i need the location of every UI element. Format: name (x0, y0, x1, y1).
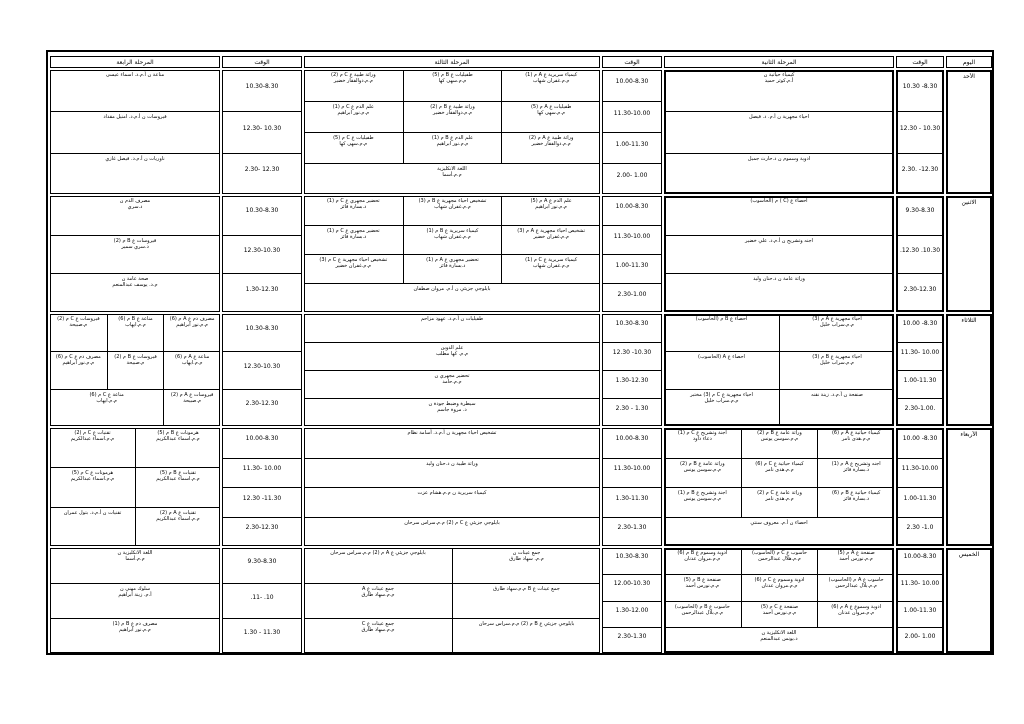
time-slot: 1.30 - 11.30 (222, 618, 302, 653)
time-slot: 9.30-8.30 (905, 207, 935, 215)
course-cell: مناعة ع B م (6) م.م.ايهاب (107, 314, 164, 351)
course-cell: وراثة عامة ع B م (2) م.م.سوسن يونس (664, 458, 741, 488)
time-slot: 2.30-1.00. (896, 398, 944, 426)
course-cell: احياء مجهرية ع A م (3) م.م.سراب خليل (779, 314, 894, 351)
course-cell: بايلوجي جزيئي ع A م (2) م.م.سراس سرحان (330, 550, 426, 556)
course-cell: ادوية وسموم ع B م (6) م.م.مروان عدنان (677, 550, 728, 562)
course-cell: تقنيات ع B م (5) م.م.اسماء عبدالكريم (135, 467, 220, 506)
course-cell: كيمياء حياتية ع B م (6) د.بسارة فائز (817, 487, 894, 517)
course-cell: ادوية وسموم ع C م (6) م.م.مروان عدنان (741, 574, 818, 600)
time-slot: 11.30-10.00 (896, 458, 944, 488)
time-slot: 12.30 -10.30 (602, 342, 662, 370)
course-cell: صنفحة ع B م (5) م.م.نورس أحمد (664, 574, 741, 600)
course-cell: بايلوجي جزيئي ع B م (2) م.م.سراس سرحان (452, 618, 600, 653)
time-slot: 11.30- 10.00 (896, 342, 944, 370)
course-cell: علم الدوين م.م. كها مطلب (304, 342, 600, 370)
course-cell: كيمياء سريرية ع B م (1) م.م.غفران شهاب (403, 225, 502, 254)
time-slot: 12.30-10.30 (222, 351, 302, 388)
time-slot: 11.30- 10.00 (896, 574, 944, 600)
course-cell: تشخيص احياء مجهرية ع A م (3) م.م.غفران خضير (501, 225, 600, 254)
header-stage3: المرحلة الثالثة (304, 56, 600, 68)
course-cell: مصرف دم ع B م (1) م.م.نور ابراهيم (50, 618, 220, 653)
course-cell: مناعة ع C م (6) م.م.ايهاب (50, 389, 163, 426)
time-slot: 12.30 - 10.30 (896, 111, 944, 152)
time-slot: 10.30-8.30 (245, 82, 279, 90)
course-cell: طفيليات ع A م (5) م.م.سهى كها (501, 101, 600, 132)
course-cell: تشخيص احياء مجهرية ع C م (3) م.م.غفران خضير (304, 254, 403, 283)
course-cell: احصاء ع (C ) م (الحاسوب) (750, 198, 808, 204)
header-stage4: المرحلة الرابعة (50, 56, 220, 68)
course-cell: وراثة عامة ع B م (2) م.م.سوسن يونس (741, 428, 818, 458)
header-day: اليوم (946, 56, 992, 68)
course-cell: تحضير مجهري ن م.م.حامد (304, 370, 600, 398)
time-slot: .12.30 .10.30 (896, 235, 944, 274)
course-cell: احياء مجهرية ع C م (3) مختبر م.م.سراب خليل (664, 389, 779, 426)
course-cell: تقنيات ع C م (2) م.م.اسماء عبدالكريم (70, 430, 115, 442)
time-slot: 10.00 -8.30 (902, 320, 938, 327)
block-day-day2 (946, 196, 992, 312)
course-cell: تشخيص احياء مجهرية ن أ.م.د. أسامة نظام (407, 430, 497, 436)
time-slot: 1.00-11.30 (896, 601, 944, 627)
course-cell: صنفحة ع C م (5) م.م.نورس أحمد (741, 601, 818, 627)
course-cell: مصرف دم ع C م (6) م.م.نور ابراهيم (50, 351, 107, 388)
course-cell: مناعة ن أ.م.د. اسماء عيسى (105, 72, 165, 78)
block-day-day4 (946, 428, 992, 546)
time-slot: 10.00 -8.30 (902, 434, 938, 442)
course-cell: تقنيات ن أ.م.د. بتول عمران (50, 507, 135, 546)
time-slot: 1.30-12.30 (222, 273, 302, 312)
course-cell: علم الدم ع C م (1) م.م.نور ابراهيم (304, 101, 403, 132)
course-cell: كيمياء سريرية ع C م (1) م.م.غفران شهاب (501, 254, 600, 283)
course-cell: تشخيص احياء مجهرية ع B م (3) م.م.غفران شهاب (403, 196, 502, 225)
time-slot: 2.30 - 1.30 (602, 398, 662, 426)
time-slot: 9.30-8.30 (247, 557, 277, 565)
course-cell: اللغة الانكليزية ن د.يونس عبدالمنعم (664, 627, 894, 653)
timetable (46, 50, 994, 655)
course-cell: ادوية وسموع ع A م (6) م.م.مروان عدنان (817, 601, 894, 627)
course-cell: كيمياء حياتية ع A م (6) م.م.هدى نامر (817, 428, 894, 458)
time-slot: 2.00- 1.00 (602, 163, 662, 194)
block-day-day5 (946, 548, 992, 653)
time-slot: 12.30- 10.30 (222, 111, 302, 152)
time-slot: 10.30 -8.30 (902, 82, 938, 90)
course-cell: حاسوب ع A م (الحاسوب) م.م.بلال عبدالرحمن (817, 574, 894, 600)
time-slot: 12.30-10.30 (222, 235, 302, 274)
course-cell: وراثة عامة ن د.حنان وليد (664, 273, 894, 312)
course-cell: وراثة طبية ن د.حنان وليد (304, 458, 600, 488)
time-slot: 11.30-10.00 (602, 101, 662, 132)
course-cell: بايلوجي جزيئي ع C م (2) م.م.سراس سرحان (304, 517, 600, 547)
course-cell: حاسوب ع C م (الحاسوب) م.م.هلال عبدالرحمن (741, 548, 818, 574)
course-cell: سلوك مهني ن أ.م. زينة ابراهيم (50, 583, 220, 618)
course-cell: هرمونات ع B م (5) م.م.اسماء عبدالكريم (135, 428, 220, 467)
course-cell: فيروسات ع B م (2) م.صبيحة (107, 351, 164, 388)
time-slot: 2.30. -12.30 (896, 153, 944, 194)
course-cell: وراثة طبية ع A م (2) م.م.دوالفقار خضير (501, 132, 600, 163)
day-label: الخميس (958, 551, 980, 558)
course-cell: تحضير مجهري ع C م (1) د.بسارة فائز (326, 198, 380, 210)
time-slot: 1.00-11.30 (896, 487, 944, 517)
course-cell: وراثة عامة ع C م (2) م.م.هدى نامر (741, 487, 818, 517)
course-cell: بايلوجي جزيئي ن أ.م. مروان صطفان (304, 283, 600, 312)
day-label: الأربعاء (960, 431, 978, 438)
course-cell: احصاء ع A (الحاسوب) (664, 351, 779, 388)
time-slot: 2.30-12.30 (222, 517, 302, 547)
course-cell: علم الدم ع B م (1) م.م.نور ابراهيم (403, 132, 502, 163)
time-slot: 2.30- 12.30 (222, 153, 302, 194)
time-slot: 2.30 -1.0 (896, 517, 944, 547)
course-cell: اللغة الانكليزية م.م.أسما (304, 163, 600, 194)
course-cell: اجنة وتشريح ع B م (1) م.م.سوسن يونس (664, 487, 741, 517)
time-slot: 10.30-8.30 (245, 207, 279, 215)
time-slot: 12.00-10.30 (602, 574, 662, 600)
time-slot: 2.30-1.00 (602, 283, 662, 312)
course-cell: اللغة الانكليزية ن م.م.أسما (117, 550, 153, 562)
course-cell: طفيليات ع B م (5) م.م.سهى كها (403, 70, 502, 101)
course-cell: احصاء ع B م (الحاسوب) (695, 316, 748, 322)
course-cell: كيمياء حياتية ن أ.م.كوثر حميد (763, 72, 795, 84)
course-cell: كيمياء حياتية ع C م (6) م.م.هدى نامر (741, 458, 818, 488)
time-slot: 10.00-8.30 (615, 434, 649, 442)
header-time2: الوقت (896, 56, 944, 68)
time-slot: 10.30-8.30 (615, 553, 649, 561)
course-cell: وراثة طبية ع B م (2) م.م.دوالفقار خضير (403, 101, 502, 132)
time-slot: 1.00-11.30 (896, 370, 944, 398)
day-label: الثلاثاء (961, 317, 977, 324)
header-time3: الوقت (602, 56, 662, 68)
time-slot: 11.30-10.00 (602, 225, 662, 254)
course-cell: هرمونات ع C م (5) م.م.اسماء عبدالكريم (50, 467, 135, 506)
time-slot: 1.30-12.00 (602, 601, 662, 627)
course-cell: احياء مجهرية ع B م (3) م.م.سراب خليل (779, 351, 894, 388)
time-slot: 2.00- 1.00 (896, 627, 944, 653)
course-cell: احصاء ن أ.م. معروف سنتي (664, 517, 894, 547)
course-cell: جمع عينات ع A م.م.سهاد طارق (304, 583, 452, 618)
course-cell: فيروسات ع C م (2) م.صبيحة (57, 316, 100, 328)
time-slot: 10.00-8.30 (245, 434, 279, 442)
time-slot: 1.30-11.30 (602, 487, 662, 517)
course-cell: كيمياء سريرية ن م.م.هشام عزت (304, 487, 600, 517)
course-cell: كيمياء سريرية ع A م (1) م.م.غفران شهاب (501, 70, 600, 101)
course-cell: وراثة طبية ع C م (2) م.م.دوالفقار خضير (331, 72, 376, 84)
course-cell: اجنه وتشريح ع A م (1) د.بسارة فائز (817, 458, 894, 488)
time-slot: .11- .10 (222, 583, 302, 618)
course-cell: سيطرة وضبط جودة ن د. مروة جاسم (304, 398, 600, 426)
day-label: الأحد (963, 73, 975, 80)
time-slot: 1.30-12.30 (602, 370, 662, 398)
course-cell: مصرف دم ع A م (6) م.م.نور ابراهيم (163, 314, 220, 351)
course-cell: صحة عامة ن م.د. يوسف عبدالمنعم (50, 273, 220, 312)
course-cell: فيروسات ع B م (2) د.سري سمير (50, 235, 220, 274)
time-slot: 2.30-1.30 (602, 627, 662, 653)
time-slot: 10.00-8.30 (615, 77, 649, 85)
time-slot: 1.00-11.30 (602, 254, 662, 283)
course-cell: مناعة ع A م (6) م.م.ايهاب (163, 351, 220, 388)
course-cell: طفيليات ن أ.م.د. عهود مزاحم (420, 316, 484, 322)
time-slot: 10.30-8.30 (615, 320, 649, 327)
time-slot: 11.30- 10.00 (222, 458, 302, 488)
course-cell: ادوية وسموم ن د.حارث جميل (664, 153, 894, 194)
course-cell: تحضير مجهري ع C م (1) د.بسارة فائز (304, 225, 403, 254)
course-cell: اجنه وتشريح ن أ.م.د. علي خضير (664, 235, 894, 274)
time-slot: 1.00-11.30 (602, 132, 662, 163)
course-cell: صنفحة ن أ.م.د. زينة نقنه (779, 389, 894, 426)
course-cell: ناوريات ن أ.م.د. فيصل غازي (50, 153, 220, 194)
course-cell: مصرف الدم ن د.سري (119, 198, 151, 210)
time-slot: 2.30-1.30 (602, 517, 662, 547)
time-slot: 2.30-12.30 (222, 389, 302, 426)
course-cell: فيروسات ن أ.م.د. امنيل مقداد (50, 111, 220, 152)
course-cell: اجنة وتشريح ع C م (1) دعاء داود (677, 430, 727, 442)
course-cell: صنفحة ع A م (5) م.م.نورس أحمد (817, 548, 894, 574)
course-cell: جمع عينات ع C م.م.سهاد طارق (304, 618, 452, 653)
block-day-day3 (946, 314, 992, 426)
course-cell: جمع عينات ع B م.م.سهاد طارق (452, 583, 600, 618)
course-cell: طفيليات ع C م (5) م.م.سهى كها (304, 132, 403, 163)
course-cell: تحضير مجهري ع A م (1) د.بسارة فائز (403, 254, 502, 283)
time-slot: 10.00-8.30 (903, 553, 937, 561)
course-cell: فيروسات ع A م (2) م.صبيحة (163, 389, 220, 426)
day-label: الاثنين (961, 199, 977, 206)
time-slot: 10.30-8.30 (245, 324, 279, 332)
time-slot: 10.00-8.30 (615, 202, 649, 210)
time-slot: 12.30 -11.30 (222, 487, 302, 517)
course-cell: جمع عينات ن م.م. سهاد طارق (452, 548, 600, 583)
block-day-day1 (946, 70, 992, 194)
time-slot: 2.30-12.30 (896, 273, 944, 312)
course-cell: تقنيات ع A م (2) م.م.اسماء عبدالكريم (135, 507, 220, 546)
course-cell: علم الدم ع A م (5) م.م.نور ابراهيم (501, 196, 600, 225)
header-time4: الوقت (222, 56, 302, 68)
course-cell: حاسوب ع B م (الحاسوب) م.م.بلال عبدالرحمن (664, 601, 741, 627)
time-slot: 11.30-10.00 (602, 458, 662, 488)
header-stage2: المرحلة الثانية (664, 56, 894, 68)
course-cell: احياء مجهرية ن أ.م. د. فيصل (664, 111, 894, 152)
